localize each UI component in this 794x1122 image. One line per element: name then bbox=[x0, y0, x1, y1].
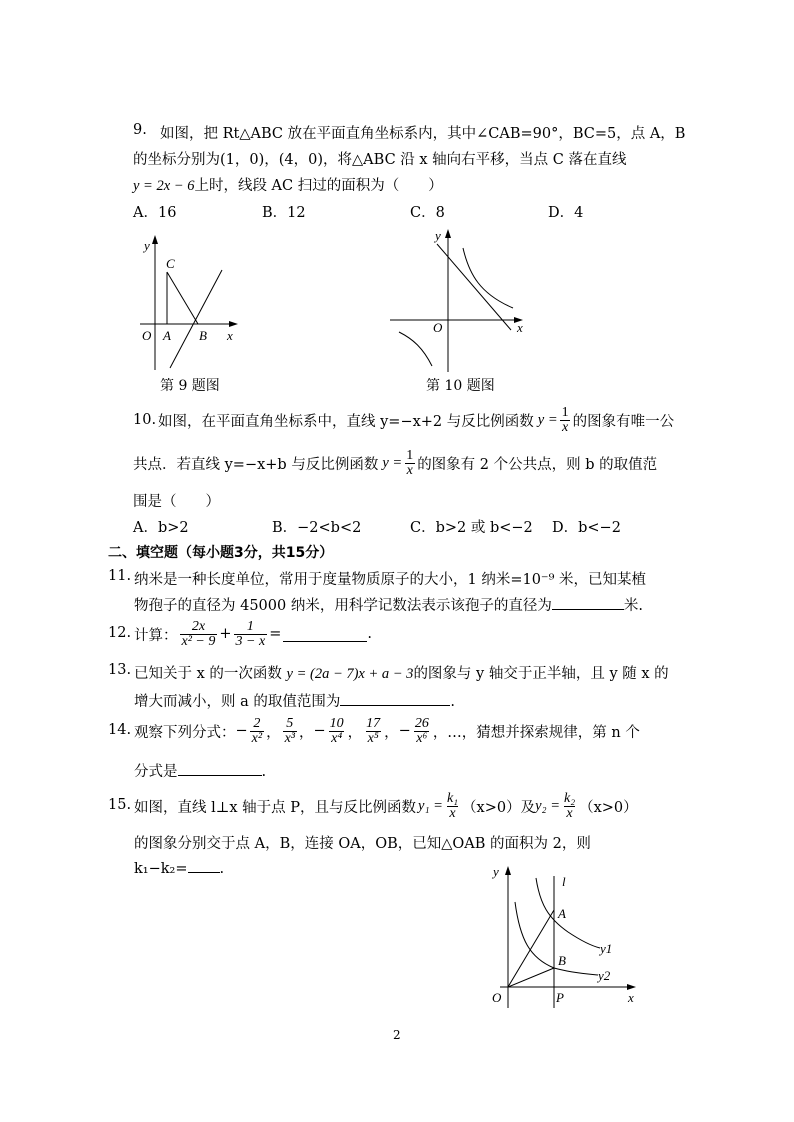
q9-option-b: B．12 bbox=[262, 205, 306, 221]
q14-line2-text: 分式是 bbox=[134, 764, 178, 780]
q12-answer-blank[interactable] bbox=[283, 627, 367, 642]
frac-numerator: k₂ bbox=[563, 790, 576, 806]
q14-end: . bbox=[261, 764, 267, 780]
fig15-label-p: P bbox=[556, 990, 564, 1005]
q13-number: 13. bbox=[108, 662, 132, 678]
fig9-segment-cb bbox=[167, 272, 198, 324]
q10-fraction-2-over-x bbox=[404, 449, 415, 478]
fig15-label-x: x bbox=[628, 990, 634, 1005]
frac-denominator: x bbox=[566, 805, 573, 821]
frac-numerator: 5 bbox=[286, 715, 294, 731]
frac-numerator: 1 bbox=[406, 447, 414, 463]
q15-line3 bbox=[134, 858, 224, 877]
fig10-label-x: x bbox=[517, 320, 523, 335]
fig15-segment-oa bbox=[508, 910, 554, 987]
q9-number: 9. bbox=[133, 122, 147, 138]
fig10-label-y: y bbox=[435, 228, 441, 243]
frac-denominator: 3 − x bbox=[235, 633, 266, 649]
q12-line bbox=[134, 614, 372, 654]
frac-denominator: x bbox=[449, 805, 456, 821]
fig9-label-a: A bbox=[163, 328, 171, 343]
fig9-x-arrow bbox=[229, 321, 238, 327]
figure-9 bbox=[130, 232, 245, 372]
frac-denominator: x bbox=[562, 419, 569, 435]
q11-answer-blank[interactable] bbox=[552, 595, 624, 610]
fig9-caption: 第 9 题图 bbox=[160, 378, 220, 394]
fig15-label-l: l bbox=[562, 874, 566, 889]
q10-line1-text: 如图，在平面直角坐标系中，直线 y=−x+2 与反比例函数 bbox=[158, 413, 534, 430]
q11-line2 bbox=[134, 594, 643, 615]
q10-option-b: B．−2<b<2 bbox=[272, 520, 362, 536]
fig15-label-o: O bbox=[492, 990, 502, 1005]
q10-line1 bbox=[158, 403, 674, 437]
figure-10 bbox=[385, 226, 530, 374]
q14-comma: ， bbox=[384, 724, 399, 741]
frac-numerator: 1 bbox=[561, 404, 569, 420]
q10-line1-end: 的图象有唯一公 bbox=[572, 413, 675, 430]
fig15-segment-ob bbox=[508, 968, 554, 987]
fig15-curve-y2 bbox=[515, 902, 598, 975]
frac-denominator: x⁶ bbox=[416, 730, 428, 746]
q15-line2: 的图象分别交于点 A，B，连接 OA，OB，已知△OAB 的面积为 2，则 bbox=[134, 836, 591, 852]
q13-line1-end: 的图象与 y 轴交于正半轴，且 y 随 x 的 bbox=[413, 666, 669, 682]
q15-end: . bbox=[219, 861, 225, 877]
q9-option-c: C．8 bbox=[410, 205, 445, 221]
q14-fraction-3 bbox=[328, 717, 346, 746]
q13-end: . bbox=[450, 694, 455, 710]
q9-option-a: A．16 bbox=[133, 205, 177, 221]
q14-fraction-2 bbox=[283, 717, 297, 746]
q15-fraction-k2 bbox=[562, 792, 577, 821]
q14-number: 14. bbox=[108, 722, 132, 738]
q14-line2 bbox=[134, 760, 266, 781]
q14-sign-1: − bbox=[235, 723, 248, 739]
fig9-label-b: B bbox=[199, 328, 207, 343]
q12-plus: + bbox=[219, 626, 232, 642]
fig15-curve-y1 bbox=[536, 878, 600, 948]
q9-line1: 如图，把 Rt△ABC 放在平面直角坐标系内，其中∠CAB=90°，BC=5，点 A，B bbox=[160, 126, 686, 142]
q14-line1 bbox=[134, 710, 640, 752]
q15-fraction-k1 bbox=[445, 792, 460, 821]
q11-number: 11. bbox=[108, 568, 132, 584]
q14-prefix: 观察下列分式： bbox=[134, 724, 236, 741]
frac-numerator: 26 bbox=[414, 715, 429, 731]
q13-line2-text: 增大而减小，则 a 的取值范围为 bbox=[134, 694, 341, 710]
q10-func-lhs: y = bbox=[537, 411, 558, 428]
q9-line3 bbox=[133, 174, 443, 195]
q14-fraction-1 bbox=[250, 717, 264, 746]
fig15-y-arrow bbox=[505, 866, 511, 875]
q9-option-d: D．4 bbox=[548, 205, 584, 221]
q11-line1: 纳米是一种长度单位，常用于度量物质原子的大小，1 纳米=10⁻⁹ 米，已知某植 bbox=[134, 572, 647, 588]
q15-answer-blank[interactable] bbox=[188, 858, 220, 873]
q14-comma: ， bbox=[347, 724, 363, 741]
frac-numerator: 10 bbox=[329, 715, 344, 731]
frac-numerator: 17 bbox=[366, 715, 381, 731]
frac-numerator: 1 bbox=[246, 618, 254, 634]
q15-y2: y₂ = bbox=[535, 797, 560, 814]
q14-comma: ， bbox=[299, 724, 314, 741]
fig9-y-arrow bbox=[152, 235, 158, 244]
frac-denominator: x⁴ bbox=[331, 730, 343, 746]
fig15-label-y2: y2 bbox=[598, 968, 611, 983]
fig15-label-y: y bbox=[493, 864, 499, 879]
q10-option-a: A．b>2 bbox=[133, 520, 189, 536]
q10-fraction-1-over-x bbox=[560, 406, 571, 435]
q10-line2-text: 共点．若直线 y=−x+b 与反比例函数 bbox=[133, 456, 379, 473]
q15-cond1: （x>0）及 bbox=[462, 799, 536, 816]
fig15-label-b: B bbox=[558, 953, 566, 968]
q10-line2 bbox=[133, 446, 657, 480]
q12-end: . bbox=[367, 626, 372, 642]
fig10-hyperbola-q3 bbox=[399, 332, 432, 366]
q9-line3-text: 上时，线段 AC 扫过的面积为（ ） bbox=[194, 178, 443, 194]
q14-sign-5: − bbox=[398, 723, 411, 739]
frac-denominator: x bbox=[406, 462, 413, 478]
frac-denominator: x² − 9 bbox=[181, 633, 216, 649]
q12-fraction-2 bbox=[234, 620, 268, 649]
q15-line3-text: k₁−k₂= bbox=[134, 861, 188, 877]
q11-line2-text: 物孢子的直径为 45000 纳米，用科学记数法表示该孢子的直径为 bbox=[134, 598, 552, 614]
q15-y1: y₁ = bbox=[418, 797, 443, 814]
q12-equals: = bbox=[269, 626, 282, 642]
fig15-label-y1: y1 bbox=[600, 941, 613, 956]
frac-denominator: x³ bbox=[284, 730, 295, 746]
fig15-label-a: A bbox=[558, 906, 566, 921]
q10-line2-end: 的图象有 2 个公共点，则 b 的取值范 bbox=[417, 456, 658, 473]
fig10-hyperbola-q1 bbox=[463, 248, 513, 308]
q14-answer-blank[interactable] bbox=[178, 761, 262, 776]
fig9-line-y2x-6 bbox=[170, 270, 222, 368]
fig10-label-o: O bbox=[433, 320, 443, 335]
q15-number: 15. bbox=[108, 797, 132, 813]
fig9-label-o: O bbox=[142, 328, 152, 343]
q13-answer-blank[interactable] bbox=[340, 691, 450, 706]
q9-line-equation: y = 2x − 6 bbox=[133, 178, 195, 194]
q12-number: 12. bbox=[108, 625, 132, 641]
q10-option-c: C．b>2 或 b<−2 bbox=[410, 520, 533, 536]
q13-line1 bbox=[134, 662, 669, 683]
q15-line1 bbox=[134, 785, 638, 827]
frac-denominator: x² bbox=[251, 730, 263, 746]
frac-denominator: x⁵ bbox=[367, 730, 379, 746]
fig9-label-x: x bbox=[227, 328, 233, 343]
q15-line1-text: 如图，直线 l⊥x 轴于点 P，且与反比例函数 bbox=[134, 799, 417, 816]
q10-number: 10. bbox=[133, 412, 157, 428]
q10-option-d: D．b<−2 bbox=[552, 520, 621, 536]
frac-numerator: 2x bbox=[191, 618, 206, 634]
section-2-title: 二、填空题（每小题3分，共15分） bbox=[108, 545, 334, 561]
q14-suffix: ，…，猜想并探索规律，第 n 个 bbox=[432, 724, 640, 741]
q11-line2-end: 米. bbox=[623, 598, 643, 614]
q14-fraction-5 bbox=[413, 717, 431, 746]
q13-function: y = (2a − 7)x + a − 3 bbox=[286, 666, 414, 682]
fig10-caption: 第 10 题图 bbox=[426, 378, 495, 394]
fig9-label-c: C bbox=[166, 256, 175, 271]
fig10-y-arrow bbox=[445, 229, 451, 238]
q14-sign-3: − bbox=[313, 723, 326, 739]
q15-cond2: （x>0） bbox=[579, 799, 638, 816]
frac-numerator: 2 bbox=[253, 715, 261, 731]
q14-fraction-4 bbox=[364, 717, 382, 746]
q12-fraction-1 bbox=[180, 620, 218, 649]
q13-line2 bbox=[134, 690, 455, 711]
q10-func-lhs-2: y = bbox=[382, 454, 403, 471]
figure-15 bbox=[488, 860, 643, 1010]
q12-prefix: 计算： bbox=[134, 627, 178, 644]
fig9-label-y: y bbox=[144, 238, 150, 253]
q13-line1-text: 已知关于 x 的一次函数 bbox=[134, 666, 282, 682]
q9-line2: 的坐标分别为(1，0)，(4，0)，将△ABC 沿 x 轴向右平移，当点 C 落在直线 bbox=[133, 152, 627, 168]
frac-numerator: k₁ bbox=[446, 790, 459, 806]
q10-line3: 围是（ ） bbox=[133, 494, 220, 510]
q14-comma: ， bbox=[266, 724, 281, 741]
page-number: 2 bbox=[393, 1028, 401, 1042]
